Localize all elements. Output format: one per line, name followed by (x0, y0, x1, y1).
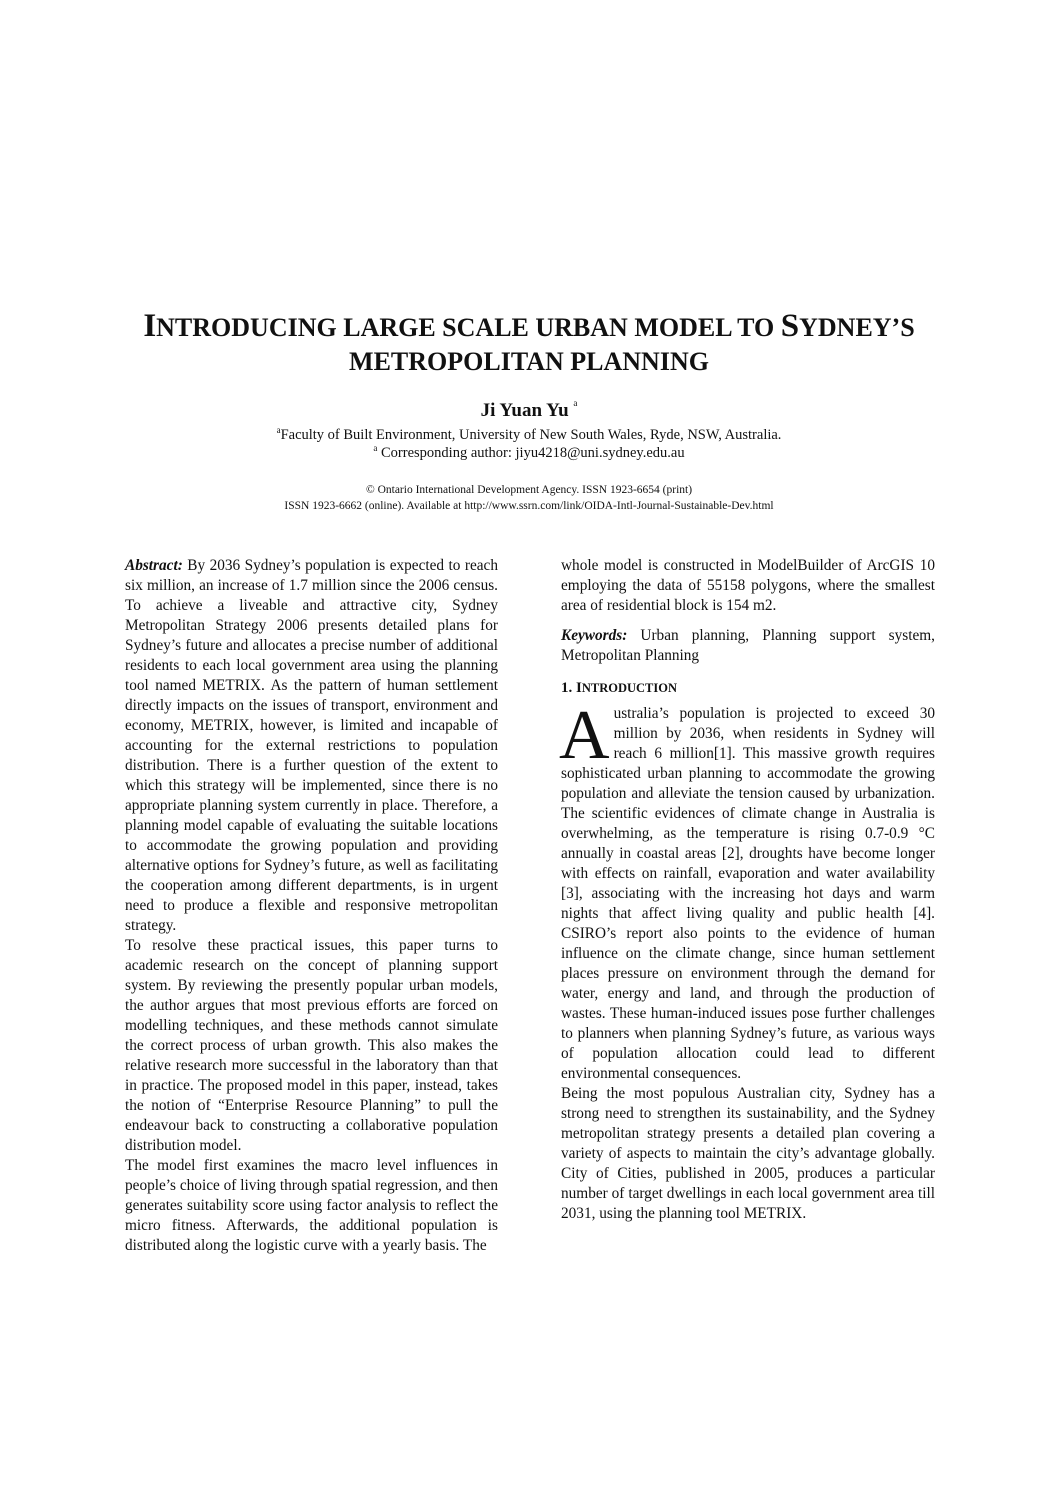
corresponding-author (0, 445, 1058, 462)
keywords-label: Keywords: (561, 627, 628, 644)
paper-title-line-2: METROPOLITAN PLANNING (349, 347, 709, 376)
abstract-paragraph: The model first examines the macro level influences in people’s choice of living through spatial regression, and then generates suitability score using factor analysis to reflect the micro fitness. Afterwards, the additional population is distributed along the logistic curve with a yearly basis. The (125, 1157, 498, 1254)
corresponding-author-text: Corresponding author: jiyu4218@uni.sydney.edu.au (381, 445, 685, 461)
abstract-paragraph (125, 556, 498, 936)
keywords-paragraph (561, 626, 935, 666)
abstract-paragraph: To resolve these practical issues, this paper turns to academic research on the concept of planning support system. By reviewing the presently popular urban models, the author argues that most previous efforts are forced on modelling techniques, and these methods cannot simulate the correct process of urban growth. This also makes the relative research more successful in the laboratory than that in practice. The proposed model in this paper, instead, takes the notion of “Enterprise Resource Planning” to pull the endeavour back to constructing a collaborative population distribution model. (125, 937, 498, 1154)
affiliation-text: Faculty of Built Environment, University of New South Wales, Ryde, NSW, Australia. (280, 427, 782, 443)
paper-title-line-1 (0, 308, 1058, 346)
author-name: Ji Yuan Yu (480, 400, 569, 421)
left-column (125, 556, 498, 1256)
title-initial-cap: S (780, 308, 800, 344)
introduction-paragraph (559, 697, 935, 1084)
title-text-part: YDNEY’S (799, 313, 915, 342)
title-text-part: NTRODUCING LARGE SCALE URBAN MODEL TO (156, 313, 781, 342)
keywords-text: Urban planning, Planning support system, Metropolitan Planning (561, 627, 935, 664)
affiliation (0, 427, 1058, 444)
section-heading-rest: NTRODUCTION (581, 681, 677, 695)
section-heading-cap: I (576, 680, 582, 696)
section-number: 1. (561, 680, 576, 696)
drop-cap: A (559, 697, 610, 774)
abstract-text: By 2036 Sydney’s population is expected to reach six million, an increase of 1.7 million since the 2006 census. To achieve a liveable and attractive city, Sydney Metropolitan Strategy 2006 presents detailed plans for Sydney’s future and allocates a precise number of additional residents to each local government area using the planning tool named METRIX. As the pattern of human settlement directly impacts on the issues of transport, environment and economy, METRIX, however, is limited and incapable of accounting for the external restrictions to population distribution. There is a further question of the extent to which this strategy will be implemented, since there is no appropriate planning system currently in place. Therefore, a planning model capable of evaluating the suitable locations to accommodate the growing population and providing alternative options for Sydney’s future, as well as facilitating the cooperation among different departments, is in urgent need to produce a flexible and responsive metropolitan strategy. (125, 557, 498, 934)
introduction-paragraph: Being the most populous Australian city, Sydney has a strong need to strengthen its sustainability, and the Sydney metropolitan strategy presents a detailed plan covering a variety of aspects to maintain the city’s advantage globally. City of Cities, published in 2005, produces a particular number of target dwellings in each local government area till 2031, using the planning tool METRIX. (561, 1085, 935, 1222)
right-column (561, 556, 935, 1224)
author-line (0, 400, 1058, 422)
publication-info-line-1: © Ontario International Development Agency. ISSN 1923-6654 (print) (365, 484, 693, 496)
publication-info-line-2: ISSN 1923-6662 (online). Available at http://www.ssrn.com/link/OIDA-Intl-Journal-Sustainable-Dev.html (284, 500, 774, 512)
section-heading-introduction (561, 678, 935, 698)
author-superscript: a (573, 398, 578, 408)
abstract-paragraph-continued: whole model is constructed in ModelBuilder of ArcGIS 10 employing the data of 55158 polygons, where the smallest area of residential block is 154 m2. (561, 557, 935, 614)
introduction-text: ustralia’s population is projected to exceed 30 million by 2036, when residents in Sydney will reach 6 million[1]. This massive growth requires sophisticated urban planning to accommodate the growing population and alleviate the tension caused by urbanization. The scientific evidences of climate change in Australia is overwhelming, as the temperature is rising 0.7-0.9 °C annually in coastal areas [2], droughts have become longer with effects on rainfall, evaporation and water availability [3], associating with the increasing hot days and warm nights that affect living quality and public health [4]. CSIRO’s report also points to the evidence of human influence on the climate change, since human settlement places pressure on environment through the demand for water, energy and land, and through the production of wastes. These human-induced issues pose further challenges to planners when planning Sydney’s future, as various ways of population allocation could lead to different environmental consequences. (561, 705, 935, 1082)
title-initial-cap: I (143, 308, 157, 344)
abstract-label: Abstract: (125, 557, 183, 574)
affiliation-superscript: a (276, 425, 281, 435)
affiliation-superscript: a (373, 443, 378, 453)
